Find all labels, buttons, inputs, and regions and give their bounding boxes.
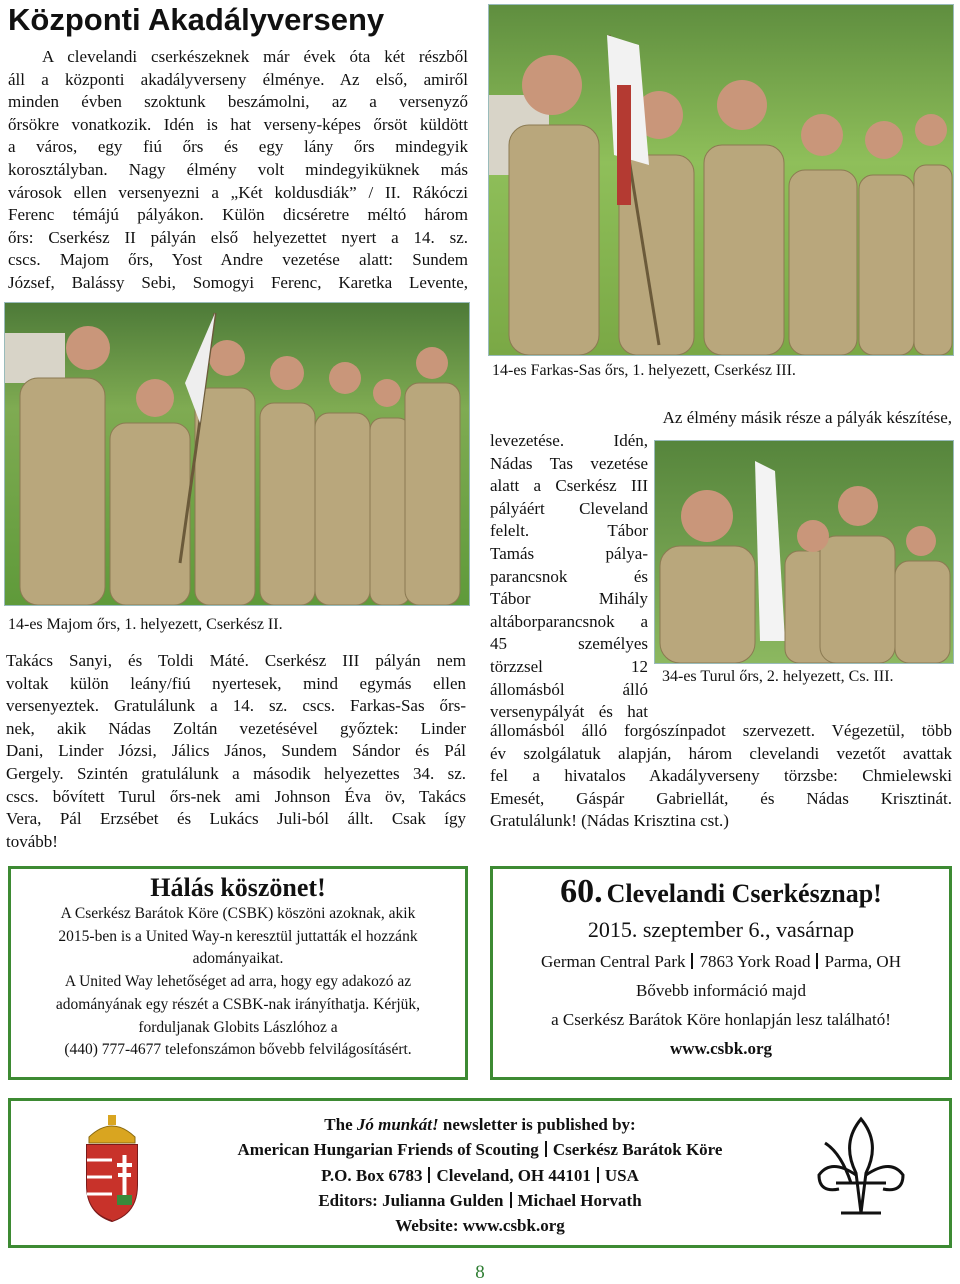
right-intro: Az élmény másik része a pályák készítése, bbox=[662, 408, 952, 427]
text-line: fel a hivatalos Akadályverseny törzsbe: Chmielewski bbox=[490, 766, 952, 786]
separator bbox=[816, 953, 818, 969]
separator bbox=[691, 953, 693, 969]
text-line: felelt. Tábor bbox=[490, 521, 648, 541]
text-line: alatt a Cserkész III bbox=[490, 476, 648, 496]
article-lead bbox=[8, 46, 468, 295]
text-line: Takács Sanyi, és Toldi Máté. Cserkész III pályán nem bbox=[6, 651, 466, 670]
footer-org: American Hungarian Friends of Scouting Cserkész Barátok Köre bbox=[237, 1140, 723, 1160]
text-line: minden évben szoktunk beszámolni, az a versenyző bbox=[8, 92, 468, 112]
footer-address: P.O. Box 6783 Cleveland, OH 44101 USA bbox=[321, 1165, 639, 1185]
text-line: A clevelandi cserkészeknek már évek óta két részből bbox=[42, 47, 468, 66]
text-line: Gratulálunk! (Nádas Krisztina cst.) bbox=[490, 811, 729, 831]
scout-fleur-de-lis-icon bbox=[811, 1113, 911, 1236]
text-line: Emesét, Gáspár Gabriellát, és Nádas Krisztinát. bbox=[490, 788, 952, 808]
thanks-body bbox=[11, 903, 465, 1062]
footer-line1: The Jó munkát! newsletter is published by: bbox=[324, 1115, 636, 1134]
footer-box bbox=[8, 1098, 952, 1248]
photo-turul bbox=[654, 440, 954, 664]
text-line: A Cserkész Barátok Köre (CSBK) köszöni azoknak, akik bbox=[60, 905, 416, 922]
event-info1: Bővebb információ majd bbox=[636, 981, 806, 1000]
text-line: nek, akik Nádas Zoltán vezetésével győztek: Linder bbox=[6, 718, 466, 738]
event-info2: a Cserkész Barátok Köre honlapján lesz található! bbox=[551, 1010, 891, 1029]
text-line: állomásból álló forgószínpadot szervezett. Végezetül, több bbox=[490, 721, 952, 740]
event-location bbox=[493, 947, 949, 976]
text-line: versenyeztek. Gratulálunk a 14. sz. cscs. Farkas-Sas őrs- bbox=[6, 696, 466, 716]
text-line: altáborparancsnok a bbox=[490, 611, 648, 631]
text-line: a város, egy fiú őrs és egy lány őrs mindegyik bbox=[8, 137, 468, 157]
right-full-text bbox=[490, 720, 952, 833]
text-line: Gergely. Szintén gratulálunk a második helyezettes 34. sz. bbox=[6, 763, 466, 783]
text-line: pályáért Cleveland bbox=[490, 498, 648, 518]
text-line: Ferenc témájú pályákon. Külön dicséretre méltó három bbox=[8, 205, 468, 225]
event-venue: German Central Park bbox=[541, 952, 686, 971]
event-heading bbox=[493, 873, 949, 911]
text-line: korosztályban. Nagy élmény volt mindegyiküknek más bbox=[8, 159, 468, 179]
hungarian-coat-of-arms-icon bbox=[77, 1115, 147, 1230]
text-line: Tamás pálya- bbox=[490, 543, 648, 563]
thanks-box bbox=[8, 866, 468, 1080]
text-line: Vera, Pál Erzsébet és Lukács Juli-ból állt. Csak így bbox=[6, 809, 466, 829]
text-line: adományaikat. bbox=[192, 950, 284, 968]
text-line: adományának egy részét a CSBK-nak irányíthatja. Kérjük, bbox=[55, 995, 421, 1013]
photo1-caption: 14-es Farkas-Sas őrs, 1. helyezett, Cserkész III. bbox=[492, 362, 796, 379]
text-line: versenypályát és hat bbox=[490, 702, 648, 722]
text-line: őrsökre vonatkozik. Idén is hat verseny-képes őrsöt küldött bbox=[8, 114, 468, 134]
footer-website[interactable]: Website: www.csbk.org bbox=[395, 1216, 565, 1236]
text-line: áll a központi akadályverseny élménye. Az első, amiről bbox=[8, 69, 468, 89]
footer-editors: Editors: Julianna Gulden Michael Horvath bbox=[318, 1190, 642, 1210]
event-website[interactable]: www.csbk.org bbox=[669, 1039, 772, 1058]
text-line: őrs: Cserkész II pályán első helyezettet nyert a 14. sz. bbox=[8, 227, 468, 247]
right-narrow-text bbox=[490, 430, 648, 724]
text-line: állomásból álló bbox=[490, 679, 648, 699]
article-continuation bbox=[6, 650, 466, 853]
page-number: 8 bbox=[475, 1262, 485, 1283]
event-address: 7863 York Road bbox=[699, 952, 811, 971]
photo3-caption: 34-es Turul őrs, 2. helyezett, Cs. III. bbox=[662, 668, 894, 685]
thanks-title: Hálás köszönet! bbox=[150, 873, 326, 902]
event-date: 2015. szeptember 6., vasárnap bbox=[587, 917, 855, 942]
text-line: (440) 777-4677 telefonszámon bővebb felvilágosításért. bbox=[64, 1041, 412, 1059]
text-line: parancsnok és bbox=[490, 566, 648, 586]
text-line: 2015-ben is a United Way-n keresztül juttatták el hozzánk bbox=[58, 927, 418, 945]
text-line: forduljanak Globits Lászlóhoz a bbox=[138, 1018, 338, 1036]
text-line: 45 személyes bbox=[490, 634, 648, 654]
photo2-caption: 14-es Majom őrs, 1. helyezett, Cserkész II. bbox=[8, 616, 283, 633]
text-line: cscs. Majom őrs, Yost Andre vezetése alatt: Sundem bbox=[8, 250, 468, 270]
text-line: József, Balássy Sebi, Somogyi Ferenc, Karetka Levente, bbox=[8, 272, 468, 292]
photo-farkas-sas bbox=[488, 4, 954, 356]
text-line: tovább! bbox=[6, 831, 58, 851]
article-title: Központi Akadályverseny bbox=[8, 2, 385, 37]
text-line: év szolgálatuk alapján, három clevelandi vezetőt avattak bbox=[490, 743, 952, 763]
event-box bbox=[490, 866, 952, 1080]
text-line: levezetése. Idén, bbox=[490, 431, 648, 450]
text-line: törzzsel 12 bbox=[490, 656, 648, 676]
event-number: 60. bbox=[560, 873, 603, 910]
text-line: Tábor Mihály bbox=[490, 589, 648, 609]
text-line: voltak külön leány/fiú nyertesek, mind egymás ellen bbox=[6, 673, 466, 693]
event-name: Clevelandi Cserkésznap! bbox=[606, 879, 882, 908]
photo-majom bbox=[4, 302, 470, 606]
footer-text bbox=[11, 1112, 949, 1238]
text-line: Nádas Tas vezetése bbox=[490, 453, 648, 473]
event-city: Parma, OH bbox=[824, 952, 901, 971]
text-line: A United Way lehetőséget ad arra, hogy egy adakozó az bbox=[64, 973, 412, 991]
text-line: Dani, Linder Józsi, Jálics János, Sundem Sándor és Pál bbox=[6, 741, 466, 761]
text-line: cscs. bővített Turul őrs-nek ami Johnson Éva öv, Takács bbox=[6, 786, 466, 806]
text-line: városok ellen versenyezni a „Két koldusdiák” / II. Rákóczi bbox=[8, 182, 468, 202]
